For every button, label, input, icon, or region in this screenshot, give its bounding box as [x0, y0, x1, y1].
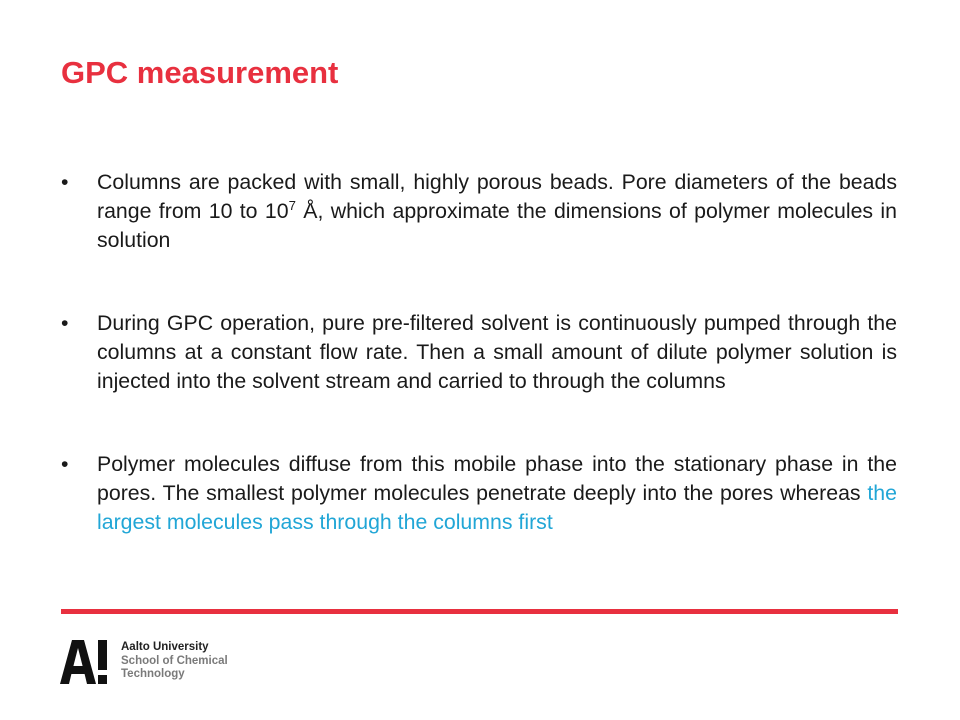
- bullet-item-columns: [61, 168, 897, 255]
- highlighted-text: the largest molecules pass through the columns first: [97, 481, 897, 534]
- footer-divider: [61, 609, 898, 614]
- bullet-item-operation: [61, 309, 897, 396]
- bullet-dot: •: [61, 170, 69, 194]
- bullet-text: Polymer molecules diffuse from this mobile phase into the stationary phase in the pores. The smallest polymer molecules penetrate deeply into the pores whereas: [97, 452, 897, 505]
- slide-title: GPC measurement: [61, 55, 339, 90]
- bullet-dot: •: [61, 452, 69, 476]
- logo-text: [121, 641, 228, 682]
- logo-line-technology: Technology: [121, 668, 185, 680]
- aalto-logo-icon: [60, 640, 108, 684]
- logo-line-university: Aalto University: [121, 641, 209, 653]
- bullet-dot: •: [61, 311, 69, 335]
- exponent: 7: [288, 197, 296, 213]
- bullet-item-diffusion: [61, 450, 897, 537]
- aalto-logo: [60, 640, 228, 684]
- bullet-text-cont: Å, which approximate the dimensions of polymer molecules in solution: [97, 199, 897, 252]
- bullet-text: During GPC operation, pure pre-filtered solvent is continuously pumped through the columns at a constant flow rate. Then a small amount of dilute polymer solution is injected into the solvent stream and carried to through the columns: [97, 311, 897, 393]
- bullet-text: Columns are packed with small, highly porous beads. Pore diameters of the beads range from 10 to 10: [97, 170, 897, 223]
- bullet-list: [61, 168, 897, 537]
- logo-line-school: School of Chemical: [121, 654, 228, 667]
